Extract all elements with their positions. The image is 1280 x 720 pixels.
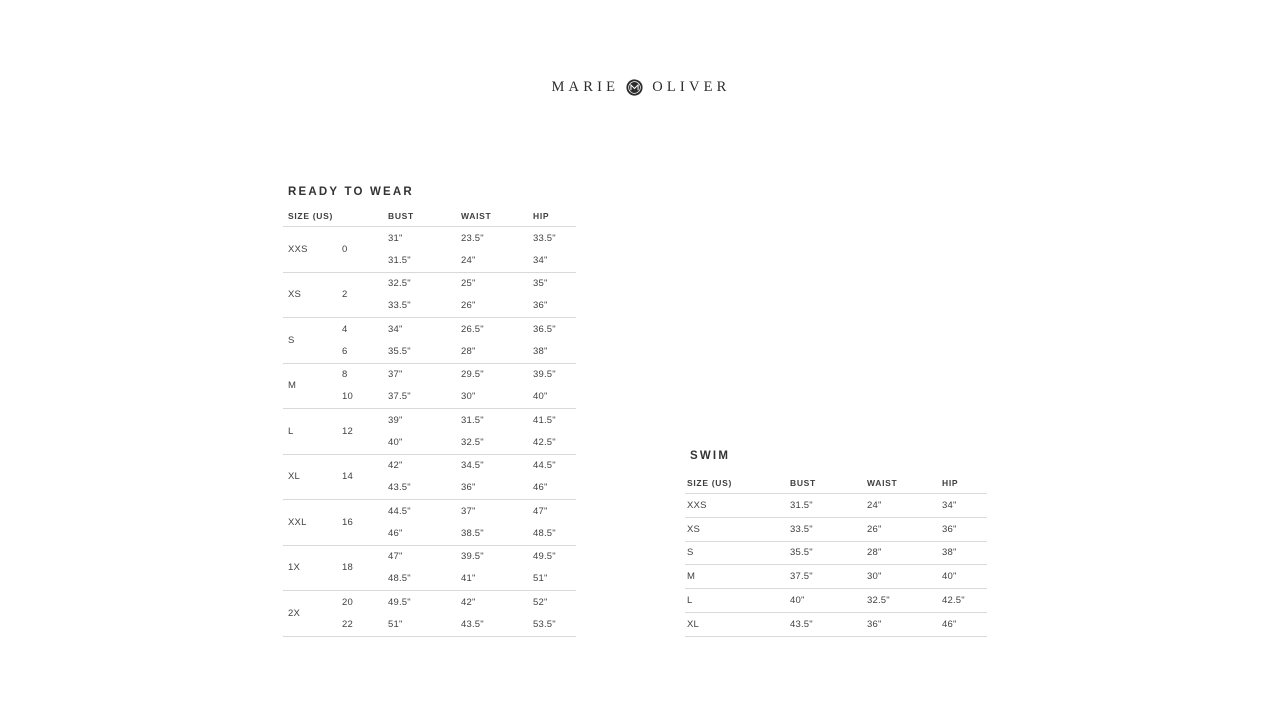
size-label: XL [288, 471, 301, 483]
bust-value: 49.5" [388, 596, 411, 608]
swim-size-chart [685, 450, 987, 637]
size-label: L [288, 425, 294, 437]
column-header-waist: WAIST [867, 478, 898, 488]
waist-value: 36" [461, 482, 476, 494]
us-size-label: 8 [342, 369, 348, 381]
bust-value: 44.5" [388, 505, 411, 517]
hip-value: 34" [533, 254, 548, 266]
bust-value: 40" [388, 436, 403, 448]
waist-value: 26" [867, 523, 882, 535]
bust-value: 31" [388, 232, 403, 244]
us-size-label: 20 [342, 596, 353, 608]
waist-value: 42" [461, 596, 476, 608]
size-label: 1X [288, 562, 301, 574]
bust-value: 33.5" [790, 523, 813, 535]
column-header-hip: HIP [533, 211, 550, 221]
size-label: L [687, 595, 693, 607]
size-group-row [283, 318, 576, 364]
size-label: XXL [288, 516, 307, 528]
hip-value: 42.5" [533, 436, 556, 448]
us-size-label: 22 [342, 618, 353, 630]
ready-to-wear-header-row [283, 211, 576, 227]
brand-logo [0, 79, 1280, 96]
bust-value: 33.5" [388, 300, 411, 312]
hip-value: 33.5" [533, 232, 556, 244]
hip-value: 36" [533, 300, 548, 312]
swim-size-row [685, 542, 987, 566]
hip-value: 36" [942, 523, 957, 535]
hip-value: 38" [942, 547, 957, 559]
ready-to-wear-size-chart [283, 186, 576, 637]
hip-value: 52" [533, 596, 548, 608]
brand-name-left: MARIE [551, 79, 620, 95]
swim-size-row [685, 589, 987, 613]
us-size-label: 6 [342, 345, 348, 357]
us-size-label: 14 [342, 471, 353, 483]
size-group-row [283, 273, 576, 319]
brand-name-right: OLIVER [652, 79, 731, 95]
size-label: M [288, 380, 297, 392]
hip-value: 51" [533, 573, 548, 585]
waist-value: 32.5" [461, 436, 484, 448]
waist-value: 34.5" [461, 460, 484, 472]
hip-value: 53.5" [533, 618, 556, 630]
us-size-label: 18 [342, 562, 353, 574]
column-header-waist: WAIST [461, 211, 492, 221]
hip-value: 44.5" [533, 460, 556, 472]
hip-value: 46" [942, 618, 957, 630]
bust-value: 31.5" [388, 254, 411, 266]
bust-value: 51" [388, 618, 403, 630]
hip-value: 48.5" [533, 527, 556, 539]
swim-size-row [685, 613, 987, 637]
bust-value: 39" [388, 414, 403, 426]
bust-value: 40" [790, 595, 805, 607]
waist-value: 24" [461, 254, 476, 266]
hip-value: 41.5" [533, 414, 556, 426]
hip-value: 34" [942, 499, 957, 511]
hip-value: 46" [533, 482, 548, 494]
us-size-label: 2 [342, 289, 348, 301]
bust-value: 46" [388, 527, 403, 539]
bust-value: 48.5" [388, 573, 411, 585]
waist-value: 24" [867, 499, 882, 511]
waist-value: 31.5" [461, 414, 484, 426]
waist-value: 36" [867, 618, 882, 630]
us-size-label: 16 [342, 516, 353, 528]
size-label: S [288, 334, 295, 346]
bust-value: 43.5" [790, 618, 813, 630]
bust-value: 37" [388, 369, 403, 381]
us-size-label: 10 [342, 391, 353, 403]
waist-value: 30" [461, 391, 476, 403]
brand-monogram-icon [626, 79, 643, 96]
bust-value: 35.5" [790, 547, 813, 559]
swim-size-row [685, 518, 987, 542]
size-label: XXS [687, 499, 707, 511]
hip-value: 49.5" [533, 551, 556, 563]
size-group-row [283, 591, 576, 637]
waist-value: 38.5" [461, 527, 484, 539]
ready-to-wear-body [283, 227, 576, 637]
waist-value: 29.5" [461, 369, 484, 381]
column-header-hip: HIP [942, 478, 959, 488]
hip-value: 42.5" [942, 595, 965, 607]
bust-value: 35.5" [388, 345, 411, 357]
column-header-size: SIZE (US) [288, 211, 334, 221]
bust-value: 37.5" [790, 571, 813, 583]
hip-value: 36.5" [533, 323, 556, 335]
bust-value: 37.5" [388, 391, 411, 403]
size-label: 2X [288, 607, 301, 619]
waist-value: 25" [461, 278, 476, 290]
hip-value: 38" [533, 345, 548, 357]
hip-value: 39.5" [533, 369, 556, 381]
size-label: XS [687, 523, 701, 535]
size-label: S [687, 547, 694, 559]
waist-value: 23.5" [461, 232, 484, 244]
hip-value: 40" [533, 391, 548, 403]
swim-body [685, 494, 987, 637]
us-size-label: 0 [342, 243, 348, 255]
swim-size-row [685, 565, 987, 589]
waist-value: 43.5" [461, 618, 484, 630]
column-header-size: SIZE (US) [687, 478, 733, 488]
size-label: M [687, 571, 696, 583]
hip-value: 40" [942, 571, 957, 583]
size-label: XS [288, 289, 302, 301]
swim-title: SWIM [690, 450, 731, 462]
size-group-row [283, 227, 576, 273]
us-size-label: 4 [342, 323, 348, 335]
column-header-bust: BUST [790, 478, 816, 488]
waist-value: 26" [461, 300, 476, 312]
swim-size-row [685, 494, 987, 518]
bust-value: 31.5" [790, 499, 813, 511]
bust-value: 34" [388, 323, 403, 335]
swim-header-row [685, 478, 987, 494]
size-group-row [283, 455, 576, 501]
us-size-label: 12 [342, 425, 353, 437]
waist-value: 37" [461, 505, 476, 517]
ready-to-wear-title: READY TO WEAR [288, 186, 414, 198]
waist-value: 30" [867, 571, 882, 583]
size-label: XXS [288, 243, 308, 255]
bust-value: 42" [388, 460, 403, 472]
waist-value: 39.5" [461, 551, 484, 563]
bust-value: 43.5" [388, 482, 411, 494]
size-group-row [283, 364, 576, 410]
waist-value: 28" [867, 547, 882, 559]
waist-value: 26.5" [461, 323, 484, 335]
size-group-row [283, 546, 576, 592]
hip-value: 35" [533, 278, 548, 290]
waist-value: 28" [461, 345, 476, 357]
waist-value: 41" [461, 573, 476, 585]
hip-value: 47" [533, 505, 548, 517]
bust-value: 32.5" [388, 278, 411, 290]
size-group-row [283, 409, 576, 455]
waist-value: 32.5" [867, 595, 890, 607]
column-header-bust: BUST [388, 211, 414, 221]
size-group-row [283, 500, 576, 546]
size-label: XL [687, 618, 700, 630]
bust-value: 47" [388, 551, 403, 563]
